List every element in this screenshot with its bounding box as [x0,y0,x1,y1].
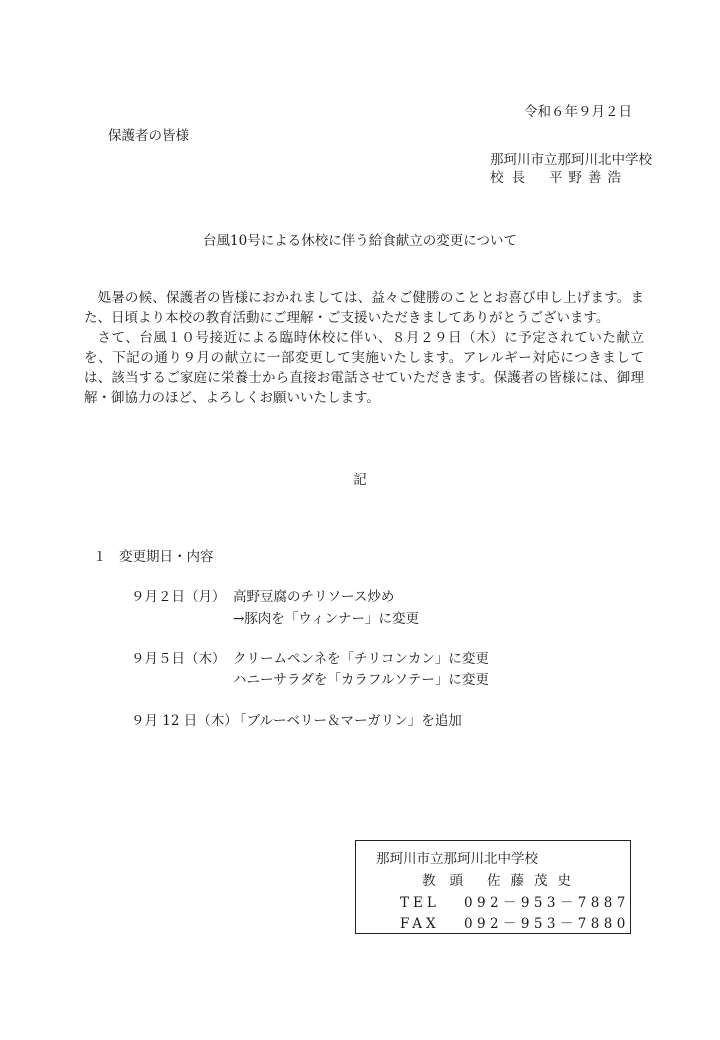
contact-person [422,869,581,889]
change-date: ９月２日（月） [131,589,226,605]
section-heading [93,545,214,565]
ki-heading: 記 [353,472,367,488]
contact-tel [400,891,630,911]
principal-role: 校長 [490,170,533,186]
sender-principal [490,166,627,186]
body-paragraph-2: さて、台風１０号接近による臨時休校に伴い、８月２９日（木）に予定されていた献立を、下記の通り９月の献立に一部変更して実施いたします。アレルギー対応につきましては、該当するご家庭に栄養士から直接お電話させていただきます。保護者の皆様には、御理解・御協力のほど、よろしくお願いいたします。 [84,330,644,406]
section-title: 変更期日・内容 [119,549,214,565]
tel-label: TEL [400,895,440,911]
body-paragraph-1: 処暑の候、保護者の皆様におかれましては、益々ご健勝のこととお喜び申し上げます。また、日頃より本校の教育活動にご理解・ご支援いただきましてありがとうございます。 [84,290,644,326]
document-body [84,288,644,408]
change-line: ハニーサラダを「カラフルソテー」に変更 [233,672,489,688]
change-line: 高野豆腐のチリソース炒め [233,589,395,605]
section-number: １ [93,549,107,565]
fax-number: 092－953－7880 [464,916,630,932]
addressee: 保護者の皆様 [108,128,189,144]
contact-box [355,840,631,934]
change-line: クリームペンネを「チリコンカン」に変更 [233,651,489,667]
principal-name: 平野善浩 [549,170,627,186]
change-date: ９月 12 日（木） [131,713,238,729]
fax-label: FAX [400,916,440,932]
contact-role: 教頭 [422,873,477,889]
contact-name: 佐藤茂史 [487,873,581,889]
document-date: 令和６年９月２日 [524,104,632,120]
change-line: →豚肉を「ウィンナー」に変更 [233,611,420,627]
tel-number: 092－953－7887 [464,895,630,911]
document-subject: 台風10号による休校に伴う給食献立の変更について [203,233,517,249]
sender-school: 那珂川市立那珂川北中学校 [490,152,652,168]
contact-fax [400,912,630,932]
change-date: ９月５日（木） [131,651,226,667]
contact-school: 那珂川市立那珂川北中学校 [376,851,538,867]
change-line: 「ブルーベリー＆マーガリン」を追加 [233,713,462,729]
